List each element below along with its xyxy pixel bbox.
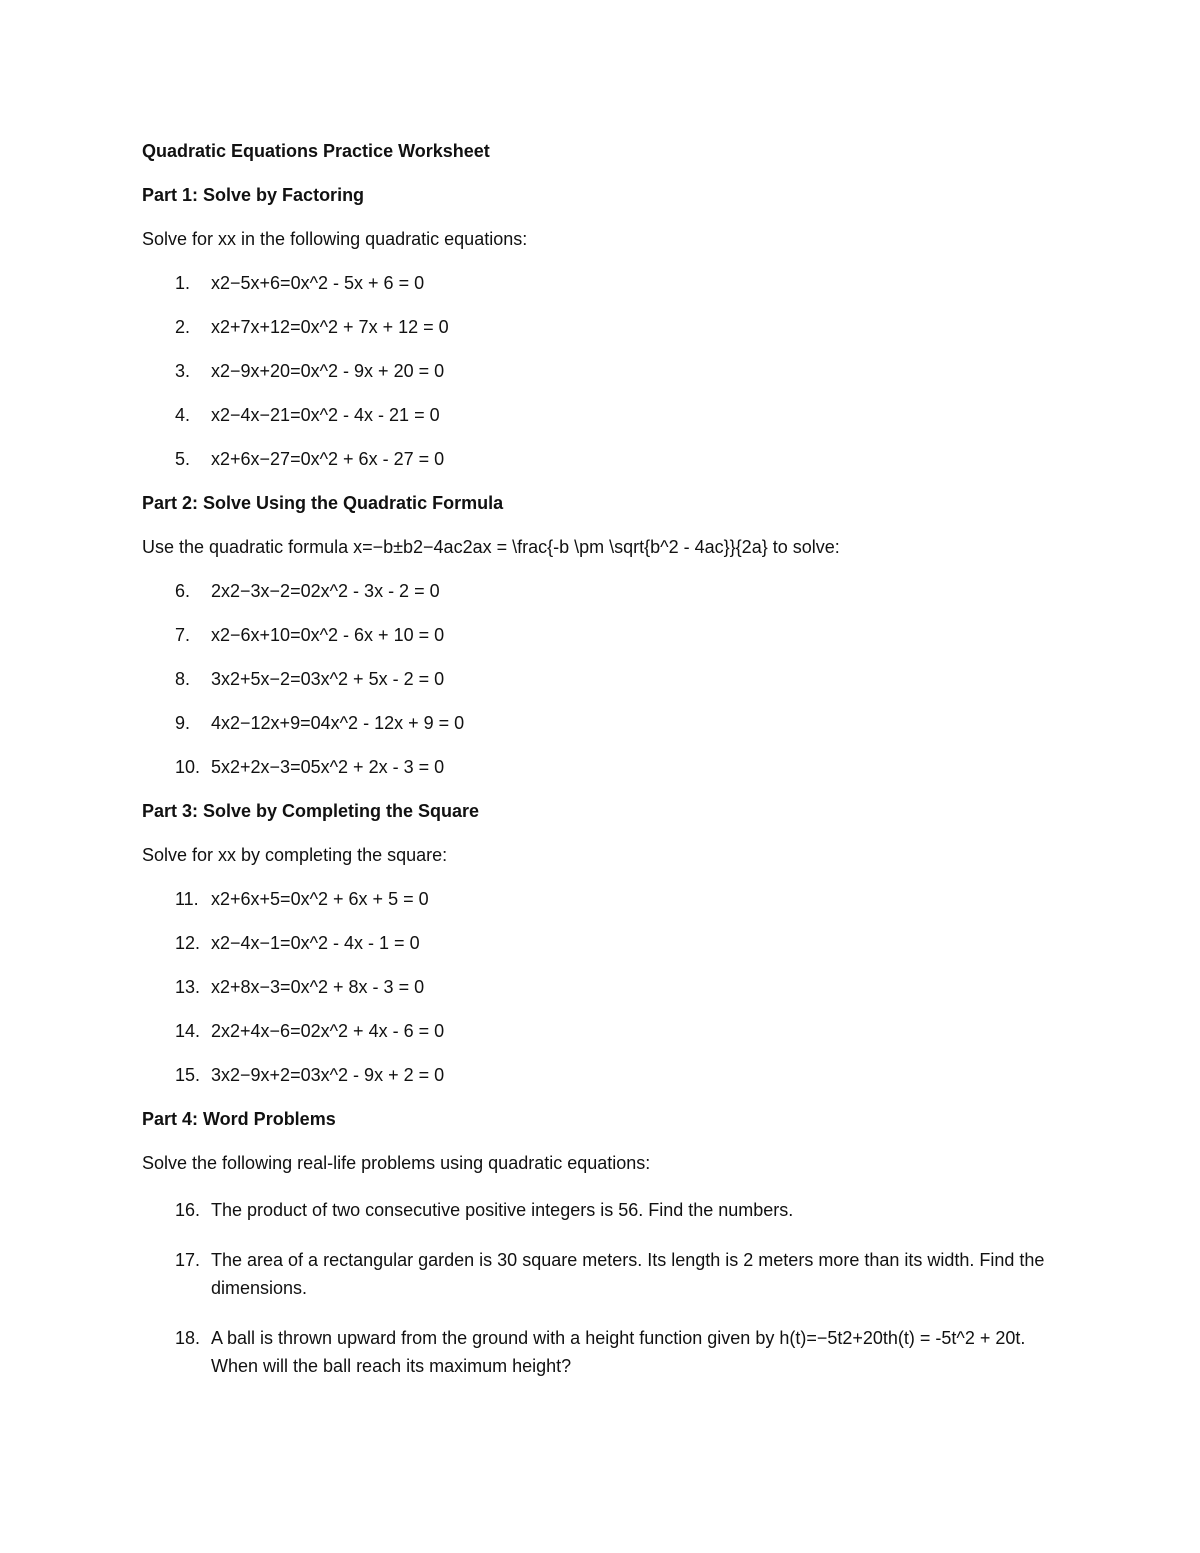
problem-number: 8. — [175, 669, 191, 689]
problem-item — [142, 580, 1062, 602]
problem-item — [142, 1324, 1062, 1380]
part-4-section — [142, 1108, 1062, 1380]
problem-item — [142, 932, 1062, 954]
problem-number: 16. — [175, 1200, 201, 1220]
problem-item — [142, 1246, 1062, 1302]
problem-text: x2−6x+10=0x^2 - 6x + 10 = 0 — [211, 625, 445, 645]
problem-item — [142, 1064, 1062, 1086]
problem-text: 4x2−12x+9=04x^2 - 12x + 9 = 0 — [211, 713, 465, 733]
problem-number: 6. — [175, 581, 191, 601]
problem-item — [142, 272, 1062, 294]
part-1-instructions: Solve for xx in the following quadratic equations: — [142, 229, 528, 249]
problem-number: 2. — [175, 317, 191, 337]
problem-text: 3x2+5x−2=03x^2 + 5x - 2 = 0 — [211, 669, 445, 689]
problem-number: 15. — [175, 1065, 201, 1085]
problem-text: x2+6x+5=0x^2 + 6x + 5 = 0 — [211, 889, 429, 909]
problem-number: 13. — [175, 977, 201, 997]
problem-item — [142, 756, 1062, 778]
problem-text: x2+8x−3=0x^2 + 8x - 3 = 0 — [211, 977, 425, 997]
problem-item — [142, 360, 1062, 382]
part-3-problem-list — [142, 888, 1062, 1086]
problem-item — [142, 1020, 1062, 1042]
problem-text: x2−9x+20=0x^2 - 9x + 20 = 0 — [211, 361, 445, 381]
part-3-instructions: Solve for xx by completing the square: — [142, 845, 448, 865]
problem-item — [142, 668, 1062, 690]
problem-number: 4. — [175, 405, 191, 425]
part-2-section — [142, 492, 1062, 778]
worksheet-page — [142, 140, 1062, 1402]
problem-text: 3x2−9x+2=03x^2 - 9x + 2 = 0 — [211, 1065, 445, 1085]
problem-text: x2−5x+6=0x^2 - 5x + 6 = 0 — [211, 273, 425, 293]
part-2-heading: Part 2: Solve Using the Quadratic Formula — [142, 493, 504, 513]
problem-text: 2x2−3x−2=02x^2 - 3x - 2 = 0 — [211, 581, 440, 601]
problem-number: 7. — [175, 625, 191, 645]
problem-item — [142, 404, 1062, 426]
problem-item — [142, 712, 1062, 734]
problem-text: x2+6x−27=0x^2 + 6x - 27 = 0 — [211, 449, 445, 469]
part-3-section — [142, 800, 1062, 1086]
worksheet-title: Quadratic Equations Practice Worksheet — [142, 141, 490, 161]
part-4-heading: Part 4: Word Problems — [142, 1109, 336, 1129]
problem-text: 2x2+4x−6=02x^2 + 4x - 6 = 0 — [211, 1021, 445, 1041]
problem-item — [142, 624, 1062, 646]
problem-text: A ball is thrown upward from the ground with a height function given by h(t)=−5t2+20th(t) = -5t^2 + 20t. When will the ball reach its maximum height? — [211, 1328, 1026, 1376]
problem-item — [142, 1196, 1062, 1224]
problem-number: 10. — [175, 757, 201, 777]
problem-number: 12. — [175, 933, 201, 953]
part-1-problem-list — [142, 272, 1062, 470]
problem-text: The area of a rectangular garden is 30 square meters. Its length is 2 meters more than its width. Find the dimensions. — [211, 1250, 1045, 1298]
part-3-heading: Part 3: Solve by Completing the Square — [142, 801, 480, 821]
part-4-problem-list — [142, 1196, 1062, 1380]
problem-number: 17. — [175, 1250, 201, 1270]
problem-number: 5. — [175, 449, 191, 469]
part-2-instructions: Use the quadratic formula x=−b±b2−4ac2ax = \frac{-b \pm \sqrt{b^2 - 4ac}}{2a} to solve: — [142, 537, 840, 557]
problem-text: x2+7x+12=0x^2 + 7x + 12 = 0 — [211, 317, 449, 337]
problem-text: 5x2+2x−3=05x^2 + 2x - 3 = 0 — [211, 757, 445, 777]
part-2-problem-list — [142, 580, 1062, 778]
part-1-heading: Part 1: Solve by Factoring — [142, 185, 365, 205]
problem-item — [142, 448, 1062, 470]
problem-text: x2−4x−1=0x^2 - 4x - 1 = 0 — [211, 933, 420, 953]
problem-number: 14. — [175, 1021, 201, 1041]
problem-item — [142, 976, 1062, 998]
problem-text: The product of two consecutive positive integers is 56. Find the numbers. — [211, 1200, 794, 1220]
problem-number: 11. — [175, 889, 199, 909]
problem-number: 18. — [175, 1328, 201, 1348]
part-4-instructions: Solve the following real-life problems using quadratic equations: — [142, 1153, 651, 1173]
problem-number: 3. — [175, 361, 191, 381]
problem-number: 1. — [175, 273, 191, 293]
problem-item — [142, 316, 1062, 338]
problem-number: 9. — [175, 713, 191, 733]
part-1-section — [142, 184, 1062, 470]
problem-item — [142, 888, 1062, 910]
problem-text: x2−4x−21=0x^2 - 4x - 21 = 0 — [211, 405, 440, 425]
